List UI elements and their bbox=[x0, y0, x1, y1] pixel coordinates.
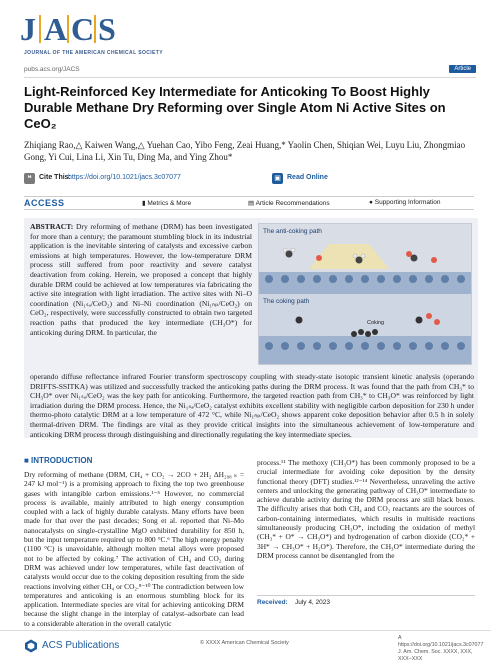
url-bar bbox=[24, 66, 476, 78]
quote-icon[interactable]: ❝ bbox=[24, 173, 35, 184]
section-heading-introduction: ■ INTRODUCTION bbox=[24, 456, 93, 465]
cite-bar bbox=[24, 171, 474, 187]
supporting-info-link[interactable]: ● Supporting Information bbox=[369, 199, 441, 206]
abstract-lead: ABSTRACT: bbox=[30, 222, 74, 231]
article-badge: Article bbox=[449, 65, 476, 73]
publication-info bbox=[398, 635, 491, 663]
body-column-left: Dry reforming of methane (DRM, CH₄ + CO₂ → 2CO + 2H₂ ΔH₂₉₈ ₖ = 247 kJ mol⁻¹) is a promising approach to fixing the top two greenhouse gases with intangible carbon emissions.¹⁻⁵ However, no commercial process is available, mainly attributed to high energy consumption coupled with a lack of highly durable catalysts. Many efforts have been made for that over the past decades; Song et al. reported that Ni–Mo nanocatalysts on single-crystalline MgO exhibited durability for 850 h, but the input temperature required up to 800 °C.⁶ The high energy penalty (1100 °C) is unavoidable, although molten metal alloys were proposed not to be affected by coking.⁷ The activation of CH₄ and CO₂ during DRM was achieved under low temperatures, while fast deactivation of catalysts would occur due to the coking deposition resulting from the side reactions involving either CH₄ or CO₂.⁸⁻¹⁰ The contradiction between low temperatures and anticoking is an enormous stumbling block for its application. Intermediate species are vital for achieving anticoking DRM because the slight change in the interplay of catalyst–adsorbate can lead to a considerable alteration in the overall catalytic bbox=[24, 470, 244, 628]
svg-text:C: C bbox=[71, 12, 95, 46]
metrics-link[interactable]: ▮ Metrics & More bbox=[142, 200, 192, 207]
page-footer bbox=[0, 630, 491, 666]
chart-icon: ▮ bbox=[142, 200, 148, 207]
svg-text:J: J bbox=[20, 12, 37, 46]
read-online-icon[interactable]: ▣ bbox=[272, 173, 283, 184]
abstract-text-part2: operando diffuse reflectance infrared Fourier transform spectroscopy coupling with steady-state isotopic transient kinetic analysis (operando DRIFTS-SSITKA) was utilized and successfully tracked the anticoking paths during the DRM process. It was found that the path from CH₃* to CH₃O* over Ni₁ₛₐ/CeO₂ was the key path for anticoking. Furthermore, the targeted reaction path from CH₃* to CH₃O* was reinforced by light irradiation during the DRM process. Hence, the Ni₁ₛₐ/CeO₂ catalyst exhibits excellent stability with negligible carbon deposition for 230 h under thermo-photo catalytic DRM at a low temperature of 472 °C, while Ni₁ₙₚ/CeO₂ shows apparent coke deposition behavior after 0.5 h in solely thermal-driven DRM. The findings are vital as they provide critical insights into the simultaneous achievement of low-temperature and anticoking DRM process through distinguishing and directionally regulating the key intermediate species. bbox=[30, 372, 474, 439]
toc-label-coke: Coking bbox=[367, 320, 385, 326]
svg-text:A: A bbox=[44, 12, 68, 46]
info-icon: ● bbox=[369, 199, 375, 206]
author-list[interactable]: Zhiqiang Rao,△ Kaiwen Wang,△ Yuehan Cao, Yibo Feng, Zeai Huang,* Yaolin Chen, Shiqian Wei, Luyu Liu, Zhongmiao Gong, Yi Cui, Lina Li, Xin Tu, Ding Ma, and Ying Zhou* bbox=[24, 140, 466, 162]
toc-label-anticoking: The anti-coking path bbox=[263, 228, 322, 235]
recommendations-link[interactable]: ▤ Article Recommendations bbox=[248, 200, 330, 207]
acs-publications-logo[interactable]: ACS Publications bbox=[42, 640, 120, 651]
doi-link[interactable]: https://doi.org/10.1021/jacs.3c07077 bbox=[68, 174, 181, 181]
journal-subtitle: JOURNAL OF THE AMERICAN CHEMICAL SOCIETY bbox=[24, 50, 163, 56]
body-column-right: process.¹¹ The methoxy (CH₃O*) has been commonly proposed to be a crucial intermediate for avoiding coke deposition by the density functional theory (DFT) studies.¹²⁻¹⁴ Nevertheless, unraveling the active centers and unlocking the generating pathway of CH₃O* intermediate to achieve durable activity during the DRM process are still black boxes. The difficulty arises that both CH₄ and CO₂ reactants are the sources of carbon-containing intermediates, which results in multiside reactions simultaneously producing CH₃O*, including the oxidation of methyl (CH₃* + O* → CH₃O*) and hydrogenation of carbon dioxide (CO₂* + 3H* → CH₃O* + H₂O*). Therefore, the CH₃O* intermediate during the DRM process cannot be disentangled from the bbox=[257, 458, 475, 560]
cite-label: Cite This: bbox=[39, 174, 71, 181]
toc-label-coking: The coking path bbox=[263, 298, 310, 305]
abstract-text-part1: ABSTRACT: Dry reforming of methane (DRM) has been investigated for more than a century; the paramount stumbling block in its industrial application is the inevitable sintering of catalysts and excessive carbon emissions at high temperatures. However, the low-temperature DRM process still suffered from poor reactivity and severe catalyst deactivation from coking. Herein, we proposed a concept that highly durable DRM could be achieved at low temperatures via fabricating the active site integration with light irradiation. The active sites with Ni–O coordination (Ni₁ₛₐ/CeO₂) and Ni–Ni coordination (Ni₁ₙₚ/CeO₂) on CeO₂, respectively, were successfully constructed to obtain two targeted reaction paths that produced the key intermediate (CH₃O*) for anticoking during DRM. In particular, the bbox=[30, 222, 252, 337]
toc-graphic bbox=[258, 223, 472, 365]
received-date: Received: July 4, 2023 bbox=[257, 595, 475, 606]
jacs-logo bbox=[20, 12, 120, 46]
abstract-box bbox=[24, 218, 478, 438]
access-bar bbox=[24, 196, 474, 210]
access-label: ACCESS bbox=[24, 198, 65, 208]
read-online-link[interactable]: Read Online bbox=[287, 174, 328, 181]
footer-citation: J. Am. Chem. Soc. XXXX, XXX, XXX−XXX bbox=[398, 649, 473, 662]
document-icon: ▤ bbox=[248, 200, 256, 207]
journal-url[interactable]: pubs.acs.org/JACS bbox=[24, 66, 80, 73]
article-title: Light-Reinforced Key Intermediate for Anticoking To Boost Highly Durable Methane Dry Reforming over Single Atom Ni Active Sites on CeO₂ bbox=[24, 84, 446, 131]
acs-hexagon-icon bbox=[24, 639, 38, 653]
page-number: A bbox=[398, 635, 402, 641]
footer-doi[interactable]: https://doi.org/10.1021/jacs.3c07077 bbox=[398, 642, 484, 648]
svg-text:S: S bbox=[98, 12, 116, 46]
copyright: © XXXX American Chemical Society bbox=[200, 640, 289, 646]
